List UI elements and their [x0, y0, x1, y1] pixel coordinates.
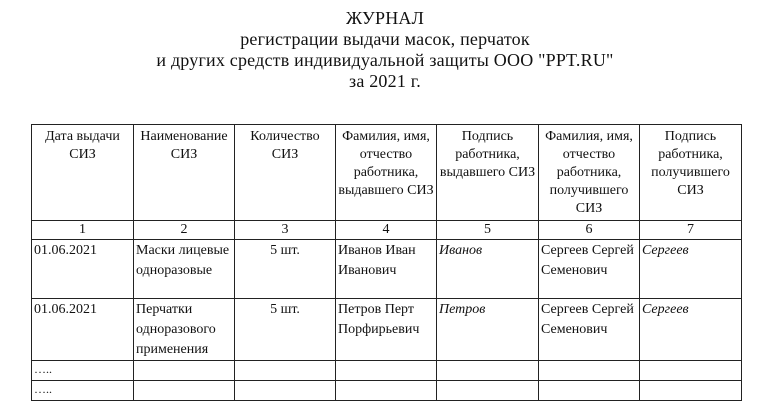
cell-date: 01.06.2021: [32, 240, 134, 299]
cell-ellipsis: …..: [32, 361, 134, 381]
header-issuer-name: Фамилия, имя, отчество работника, выдавшего СИЗ: [336, 125, 437, 221]
column-number-row: [32, 221, 742, 240]
empty-cell: [539, 381, 640, 401]
cell-ellipsis: …..: [32, 381, 134, 401]
empty-cell: [640, 361, 742, 381]
table-row: [32, 240, 742, 299]
empty-cell: [336, 381, 437, 401]
empty-cell: [235, 381, 336, 401]
empty-cell: [235, 361, 336, 381]
header-issuer-signature: Подпись работника, выдавшего СИЗ: [437, 125, 539, 221]
column-number: 5: [437, 221, 539, 240]
document-title: [0, 8, 770, 92]
cell-item: Маски лицевые одноразовые: [134, 240, 235, 299]
cell-issuer: Петров Перт Порфирьевич: [336, 299, 437, 361]
column-number: 6: [539, 221, 640, 240]
empty-cell: [437, 361, 539, 381]
cell-issuer-signature: Иванов: [437, 240, 539, 299]
cell-receiver: Сергеев Сергей Семенович: [539, 299, 640, 361]
empty-cell: [539, 361, 640, 381]
table-row-placeholder: [32, 381, 742, 401]
column-number: 1: [32, 221, 134, 240]
column-number: 3: [235, 221, 336, 240]
title-subtitle-2: и других средств индивидуальной защиты ООО "PPT.RU": [156, 50, 614, 70]
cell-issuer-signature: Петров: [437, 299, 539, 361]
title-journal: ЖУРНАЛ: [345, 8, 425, 28]
cell-date: 01.06.2021: [32, 299, 134, 361]
column-number: 4: [336, 221, 437, 240]
column-number: 7: [640, 221, 742, 240]
cell-quantity: 5 шт.: [235, 299, 336, 361]
title-year: за 2021 г.: [349, 71, 421, 91]
cell-issuer: Иванов Иван Иванович: [336, 240, 437, 299]
header-receiver-name: Фамилия, имя, отчество работника, получившего СИЗ: [539, 125, 640, 221]
table-row-placeholder: [32, 361, 742, 381]
empty-cell: [134, 361, 235, 381]
title-subtitle-1: регистрации выдачи масок, перчаток: [240, 29, 530, 49]
cell-receiver-signature: Сергеев: [640, 299, 742, 361]
cell-receiver-signature: Сергеев: [640, 240, 742, 299]
registration-table: [31, 124, 742, 401]
header-quantity: Количество СИЗ: [235, 125, 336, 221]
cell-receiver: Сергеев Сергей Семенович: [539, 240, 640, 299]
cell-item: Перчатки одноразового применения: [134, 299, 235, 361]
column-number: 2: [134, 221, 235, 240]
table-header-row: [32, 125, 742, 221]
empty-cell: [640, 381, 742, 401]
header-issue-date: Дата выдачи СИЗ: [32, 125, 134, 221]
header-receiver-signature: Подпись работника, получившего СИЗ: [640, 125, 742, 221]
table-row: [32, 299, 742, 361]
empty-cell: [134, 381, 235, 401]
empty-cell: [336, 361, 437, 381]
cell-quantity: 5 шт.: [235, 240, 336, 299]
empty-cell: [437, 381, 539, 401]
header-item-name: Наименование СИЗ: [134, 125, 235, 221]
